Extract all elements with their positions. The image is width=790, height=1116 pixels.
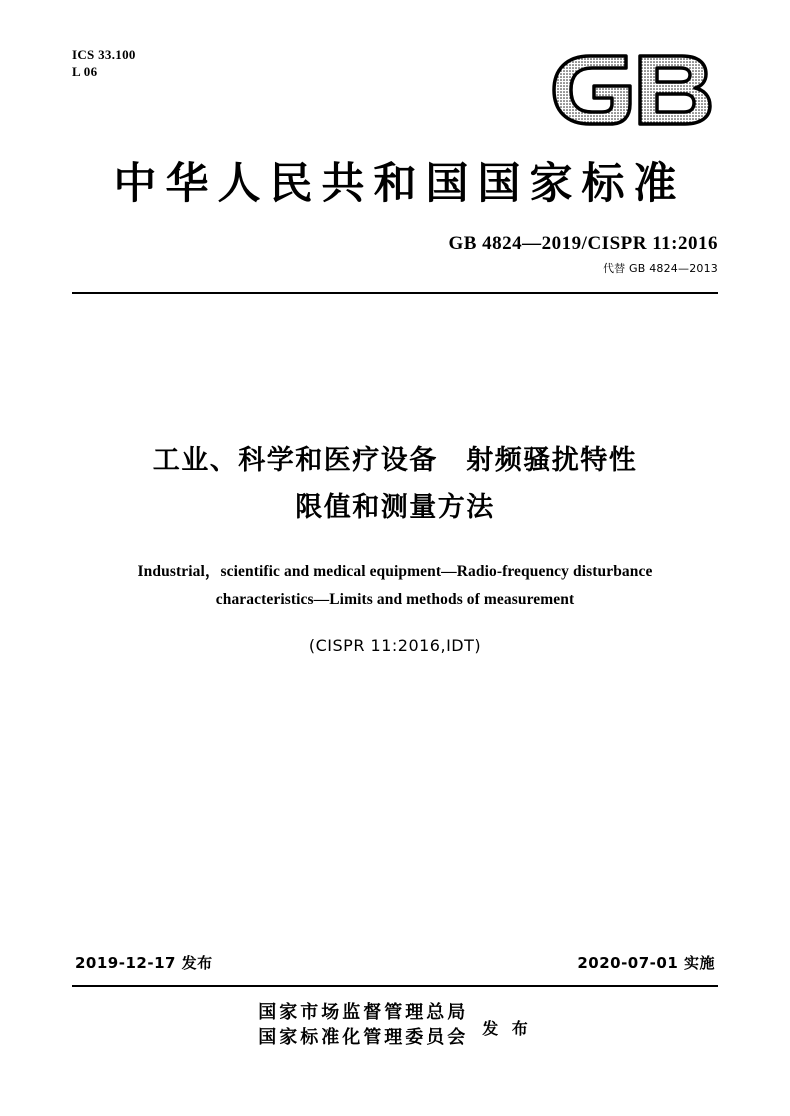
effective-date: 2020-07-01 实施 — [577, 954, 715, 972]
document-title-en — [90, 558, 700, 614]
ccs-code: L 06 — [72, 64, 98, 79]
issuer-name-line1: 国家市场监督管理总局 — [258, 1002, 469, 1023]
document-title-en-line1: Industrial，scientific and medical equipment—Radio-frequency disturbance — [137, 563, 653, 580]
footer-divider — [72, 985, 718, 987]
document-title-en-line2: characteristics—Limits and methods of measurement — [215, 591, 575, 608]
classification-block — [72, 46, 136, 80]
standard-number: GB 4824—2019/CISPR 11:2016 — [448, 233, 718, 254]
ics-code: ICS 33.100 — [72, 47, 136, 62]
document-title-cn-line2: 限值和测量方法 — [295, 492, 495, 523]
idt-reference: (CISPR 11:2016,IDT) — [308, 636, 482, 655]
document-title-cn — [0, 437, 790, 531]
gb-logo-icon — [548, 52, 718, 128]
standard-replaces: 代替 GB 4824—2013 — [602, 262, 718, 275]
document-title-cn-line1: 工业、科学和医疗设备 射频骚扰特性 — [152, 445, 638, 476]
standard-number-block — [448, 233, 718, 276]
issuer-action: 发 布 — [482, 1018, 532, 1038]
issuer-name-line2: 国家标准化管理委员会 — [258, 1027, 469, 1048]
issue-date: 2019-12-17 发布 — [75, 954, 213, 972]
header-divider — [72, 292, 718, 294]
issuer-block — [0, 1000, 790, 1050]
authority-title: 中华人民共和国国家标准 — [113, 159, 686, 209]
issuer-names — [258, 1000, 468, 1050]
